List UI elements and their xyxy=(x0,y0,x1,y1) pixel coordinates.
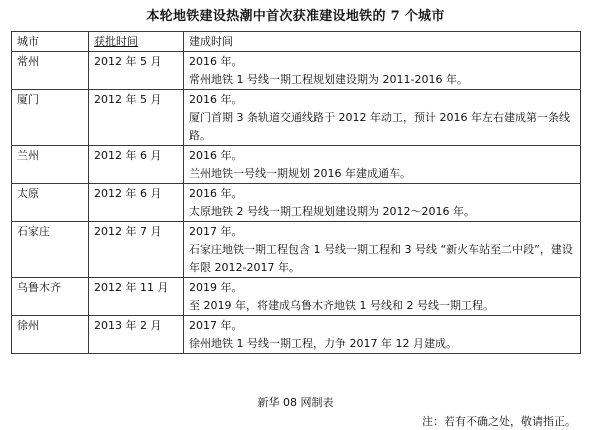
built-year: 2019 年。 xyxy=(189,281,243,294)
table-row xyxy=(12,316,581,354)
built-detail: 徐州地铁 1 号线一期工程，力争 2017 年 12 月建成。 xyxy=(189,337,457,350)
built-cell xyxy=(184,146,581,184)
table-row xyxy=(12,222,581,278)
approved-cell: 2012 年 7 月 xyxy=(89,222,184,278)
cities-table xyxy=(11,31,581,354)
table-title: 本轮地铁建设热潮中首次获准建设地铁的 7 个城市 xyxy=(146,9,445,24)
table-header-row xyxy=(12,32,581,52)
city-cell: 太原 xyxy=(12,184,89,222)
approved-cell: 2012 年 11 月 xyxy=(89,278,184,316)
table-row xyxy=(12,146,581,184)
built-year: 2017 年。 xyxy=(189,225,243,238)
built-detail: 厦门首期 3 条轨道交通线路于 2012 年动工，预计 2016 年左右建成第一条线路。 xyxy=(189,111,570,142)
header-approved xyxy=(89,32,184,52)
approved-cell: 2013 年 2 月 xyxy=(89,316,184,354)
city-cell: 常州 xyxy=(12,52,89,90)
table-row xyxy=(12,52,581,90)
built-detail: 至 2019 年，将建成乌鲁木齐地铁 1 号线和 2 号线一期工程。 xyxy=(189,299,494,312)
built-cell xyxy=(184,316,581,354)
city-cell: 厦门 xyxy=(12,90,89,146)
footnote: 注：若有不确之处，敬请指正。 xyxy=(422,415,576,428)
table-row xyxy=(12,278,581,316)
built-cell xyxy=(184,52,581,90)
built-detail: 常州地铁 1 号线一期工程规划建设期为 2011-2016 年。 xyxy=(189,73,468,86)
city-cell: 兰州 xyxy=(12,146,89,184)
city-cell: 石家庄 xyxy=(12,222,89,278)
built-year: 2016 年。 xyxy=(189,55,243,68)
city-cell: 乌鲁木齐 xyxy=(12,278,89,316)
built-detail: 石家庄地铁一期工程包含 1 号线一期工程和 3 号线 “新火车站至二中段”，建设年限 2012-2017 年。 xyxy=(189,243,573,274)
city-cell: 徐州 xyxy=(12,316,89,354)
built-detail: 兰州地铁一号线一期规划 2016 年建成通车。 xyxy=(189,167,411,180)
built-year: 2016 年。 xyxy=(189,187,243,200)
built-detail: 太原地铁 2 号线一期工程规划建设期为 2012～2016 年。 xyxy=(189,205,475,218)
approved-cell: 2012 年 5 月 xyxy=(89,90,184,146)
built-cell xyxy=(184,184,581,222)
built-year: 2017 年。 xyxy=(189,319,243,332)
header-city: 城市 xyxy=(12,32,89,52)
header-built: 建成时间 xyxy=(184,32,581,52)
table-row xyxy=(12,184,581,222)
built-year: 2016 年。 xyxy=(189,149,243,162)
built-cell xyxy=(184,90,581,146)
approved-cell: 2012 年 6 月 xyxy=(89,184,184,222)
built-year: 2016 年。 xyxy=(189,93,243,106)
header-approved-label: 获批时间 xyxy=(94,35,138,48)
approved-cell: 2012 年 5 月 xyxy=(89,52,184,90)
built-cell xyxy=(184,222,581,278)
table-row xyxy=(12,90,581,146)
built-cell xyxy=(184,278,581,316)
source-caption: 新华 08 网制表 xyxy=(257,396,334,409)
approved-cell: 2012 年 6 月 xyxy=(89,146,184,184)
